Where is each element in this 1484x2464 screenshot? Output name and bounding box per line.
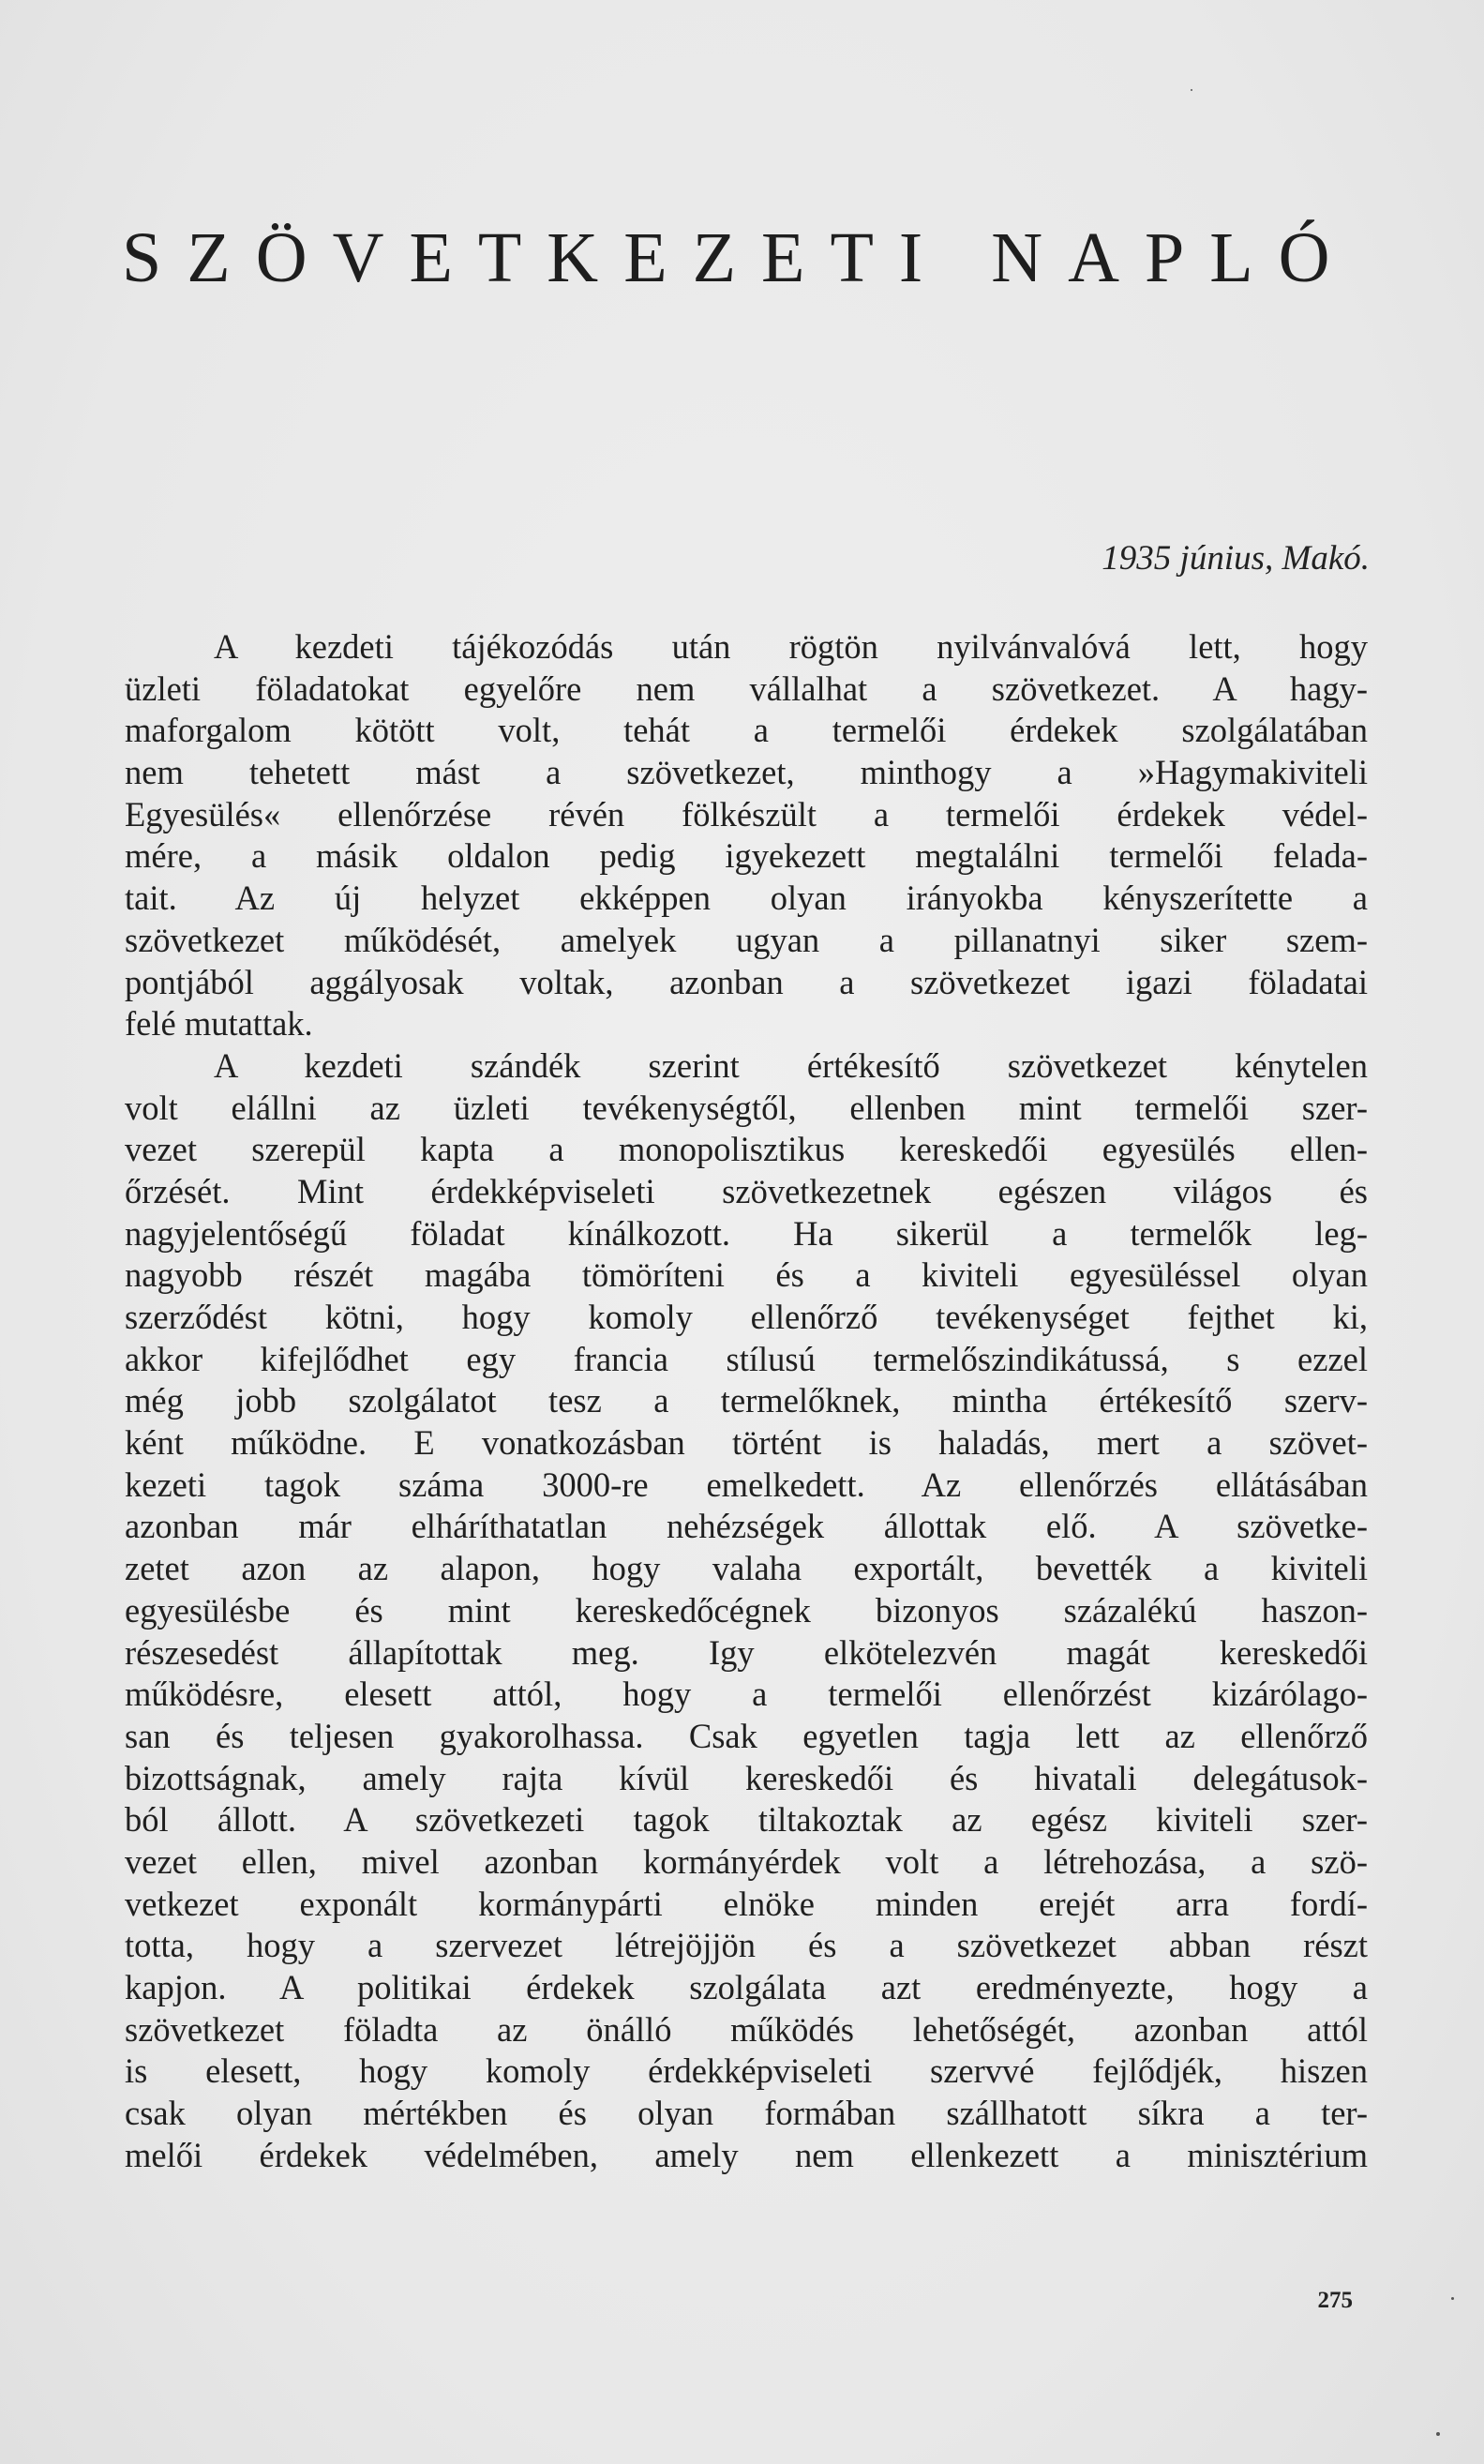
page-number: 275: [1317, 2288, 1353, 2313]
text-line: szövetkezet működését, amelyek ugyan a pillanatnyi siker szem-: [125, 920, 1368, 959]
text-line: nagyobb részét magába tömöríteni és a kiviteli egyesüléssel olyan: [125, 1255, 1368, 1295]
text-line: szerződést kötni, hogy komoly ellenőrző tevékenységet fejthet ki,: [125, 1298, 1368, 1336]
text-line: kapjon. A politikai érdekek szolgálata azt eredményezte, hogy a: [125, 1968, 1368, 2006]
text-line: vezet ellen, mivel azonban kormányérdek volt a létrehozása, a szö-: [125, 1841, 1368, 1881]
text-line: mére, a másik oldalon pedig igyekezett megtalálni termelői felada-: [125, 836, 1368, 876]
text-line: üzleti föladatokat egyelőre nem vállalhat a szövetkezet. A hagy-: [125, 669, 1368, 708]
text-line: vetkezet exponált kormánypárti elnöke minden erejét arra fordí-: [125, 1884, 1368, 1923]
dateline: 1935 június, Makó.: [1102, 539, 1370, 578]
scan-speck: [1436, 2432, 1440, 2436]
text-line: bizottságnak, amely rajta kívül kereskedői és hivatali delegátusok-: [125, 1758, 1368, 1797]
scan-speck: [1191, 89, 1192, 91]
chapter-title: SZÖVETKEZETI NAPLÓ: [122, 218, 1356, 297]
text-line: őrzését. Mint érdekképviseleti szövetkezetnek egészen világos és: [125, 1171, 1368, 1210]
text-line: totta, hogy a szervezet létrejöjjön és a szövetkezet abban részt: [125, 1926, 1368, 1965]
body-text: [125, 626, 1368, 2176]
text-line: akkor kifejlődhet egy francia stílusú termelőszindikátussá, s ezzel: [125, 1339, 1368, 1378]
text-line: vezet szerepül kapta a monopolisztikus kereskedői egyesülés ellen-: [125, 1130, 1368, 1169]
text-line: san és teljesen gyakorolhassa. Csak egyetlen tagja lett az ellenőrző: [125, 1716, 1368, 1755]
text-line: csak olyan mértékben és olyan formában szállhatott síkra a ter-: [125, 2094, 1368, 2133]
text-line: szövetkezet föladta az önálló működés lehetőségét, azonban attól: [125, 2009, 1368, 2049]
text-line: nem tehetett mást a szövetkezet, minthogy a »Hagymakiviteli: [125, 753, 1368, 792]
text-line: A kezdeti tájékozódás után rögtön nyilvánvalóvá lett, hogy: [214, 627, 1368, 666]
text-line: nagyjelentőségű föladat kínálkozott. Ha sikerül a termelők leg-: [125, 1213, 1368, 1253]
text-line: melői érdekek védelmében, amely nem ellenkezett a minisztérium: [125, 2135, 1368, 2174]
text-line: működésre, elesett attól, hogy a termelői ellenőrzést kizárólago-: [125, 1675, 1368, 1714]
text-line: ként működne. E vonatkozásban történt is haladás, mert a szövet-: [125, 1423, 1368, 1463]
text-line: azonban már elháríthatatlan nehézségek állottak elő. A szövetke-: [125, 1507, 1368, 1546]
text-line: ból állott. A szövetkezeti tagok tiltakoztak az egész kiviteli szer-: [125, 1800, 1368, 1840]
text-line: pontjából aggályosak voltak, azonban a szövetkezet igazi föladatai: [125, 962, 1368, 1001]
text-line: Egyesülés« ellenőrzése révén fölkészült a termelői érdekek védel-: [125, 794, 1368, 834]
text-line: tait. Az új helyzet ekképpen olyan irányokba kényszerítette a: [125, 879, 1368, 918]
text-line: egyesülésbe és mint kereskedőcégnek bizonyos százalékú haszon-: [125, 1590, 1368, 1630]
text-line: A kezdeti szándék szerint értékesítő szövetkezet kénytelen: [214, 1045, 1368, 1085]
text-line: zetet azon az alapon, hogy valaha exportált, bevették a kiviteli: [125, 1549, 1368, 1588]
scan-speck: [1451, 2297, 1454, 2300]
text-line: maforgalom kötött volt, tehát a termelői érdekek szolgálatában: [125, 711, 1368, 750]
text-line: volt elállni az üzleti tevékenységtől, ellenben mint termelői szer-: [125, 1088, 1368, 1127]
text-line: részesedést állapítottak meg. Igy elkötelezvén magát kereskedői: [125, 1632, 1368, 1672]
text-line: felé mutattak.: [125, 1004, 313, 1044]
text-line: is elesett, hogy komoly érdekképviseleti szervvé fejlődjék, hiszen: [125, 2051, 1368, 2091]
text-line: kezeti tagok száma 3000-re emelkedett. Az ellenőrzés ellátásában: [125, 1465, 1368, 1504]
text-line: még jobb szolgálatot tesz a termelőknek, mintha értékesítő szerv-: [125, 1381, 1368, 1420]
